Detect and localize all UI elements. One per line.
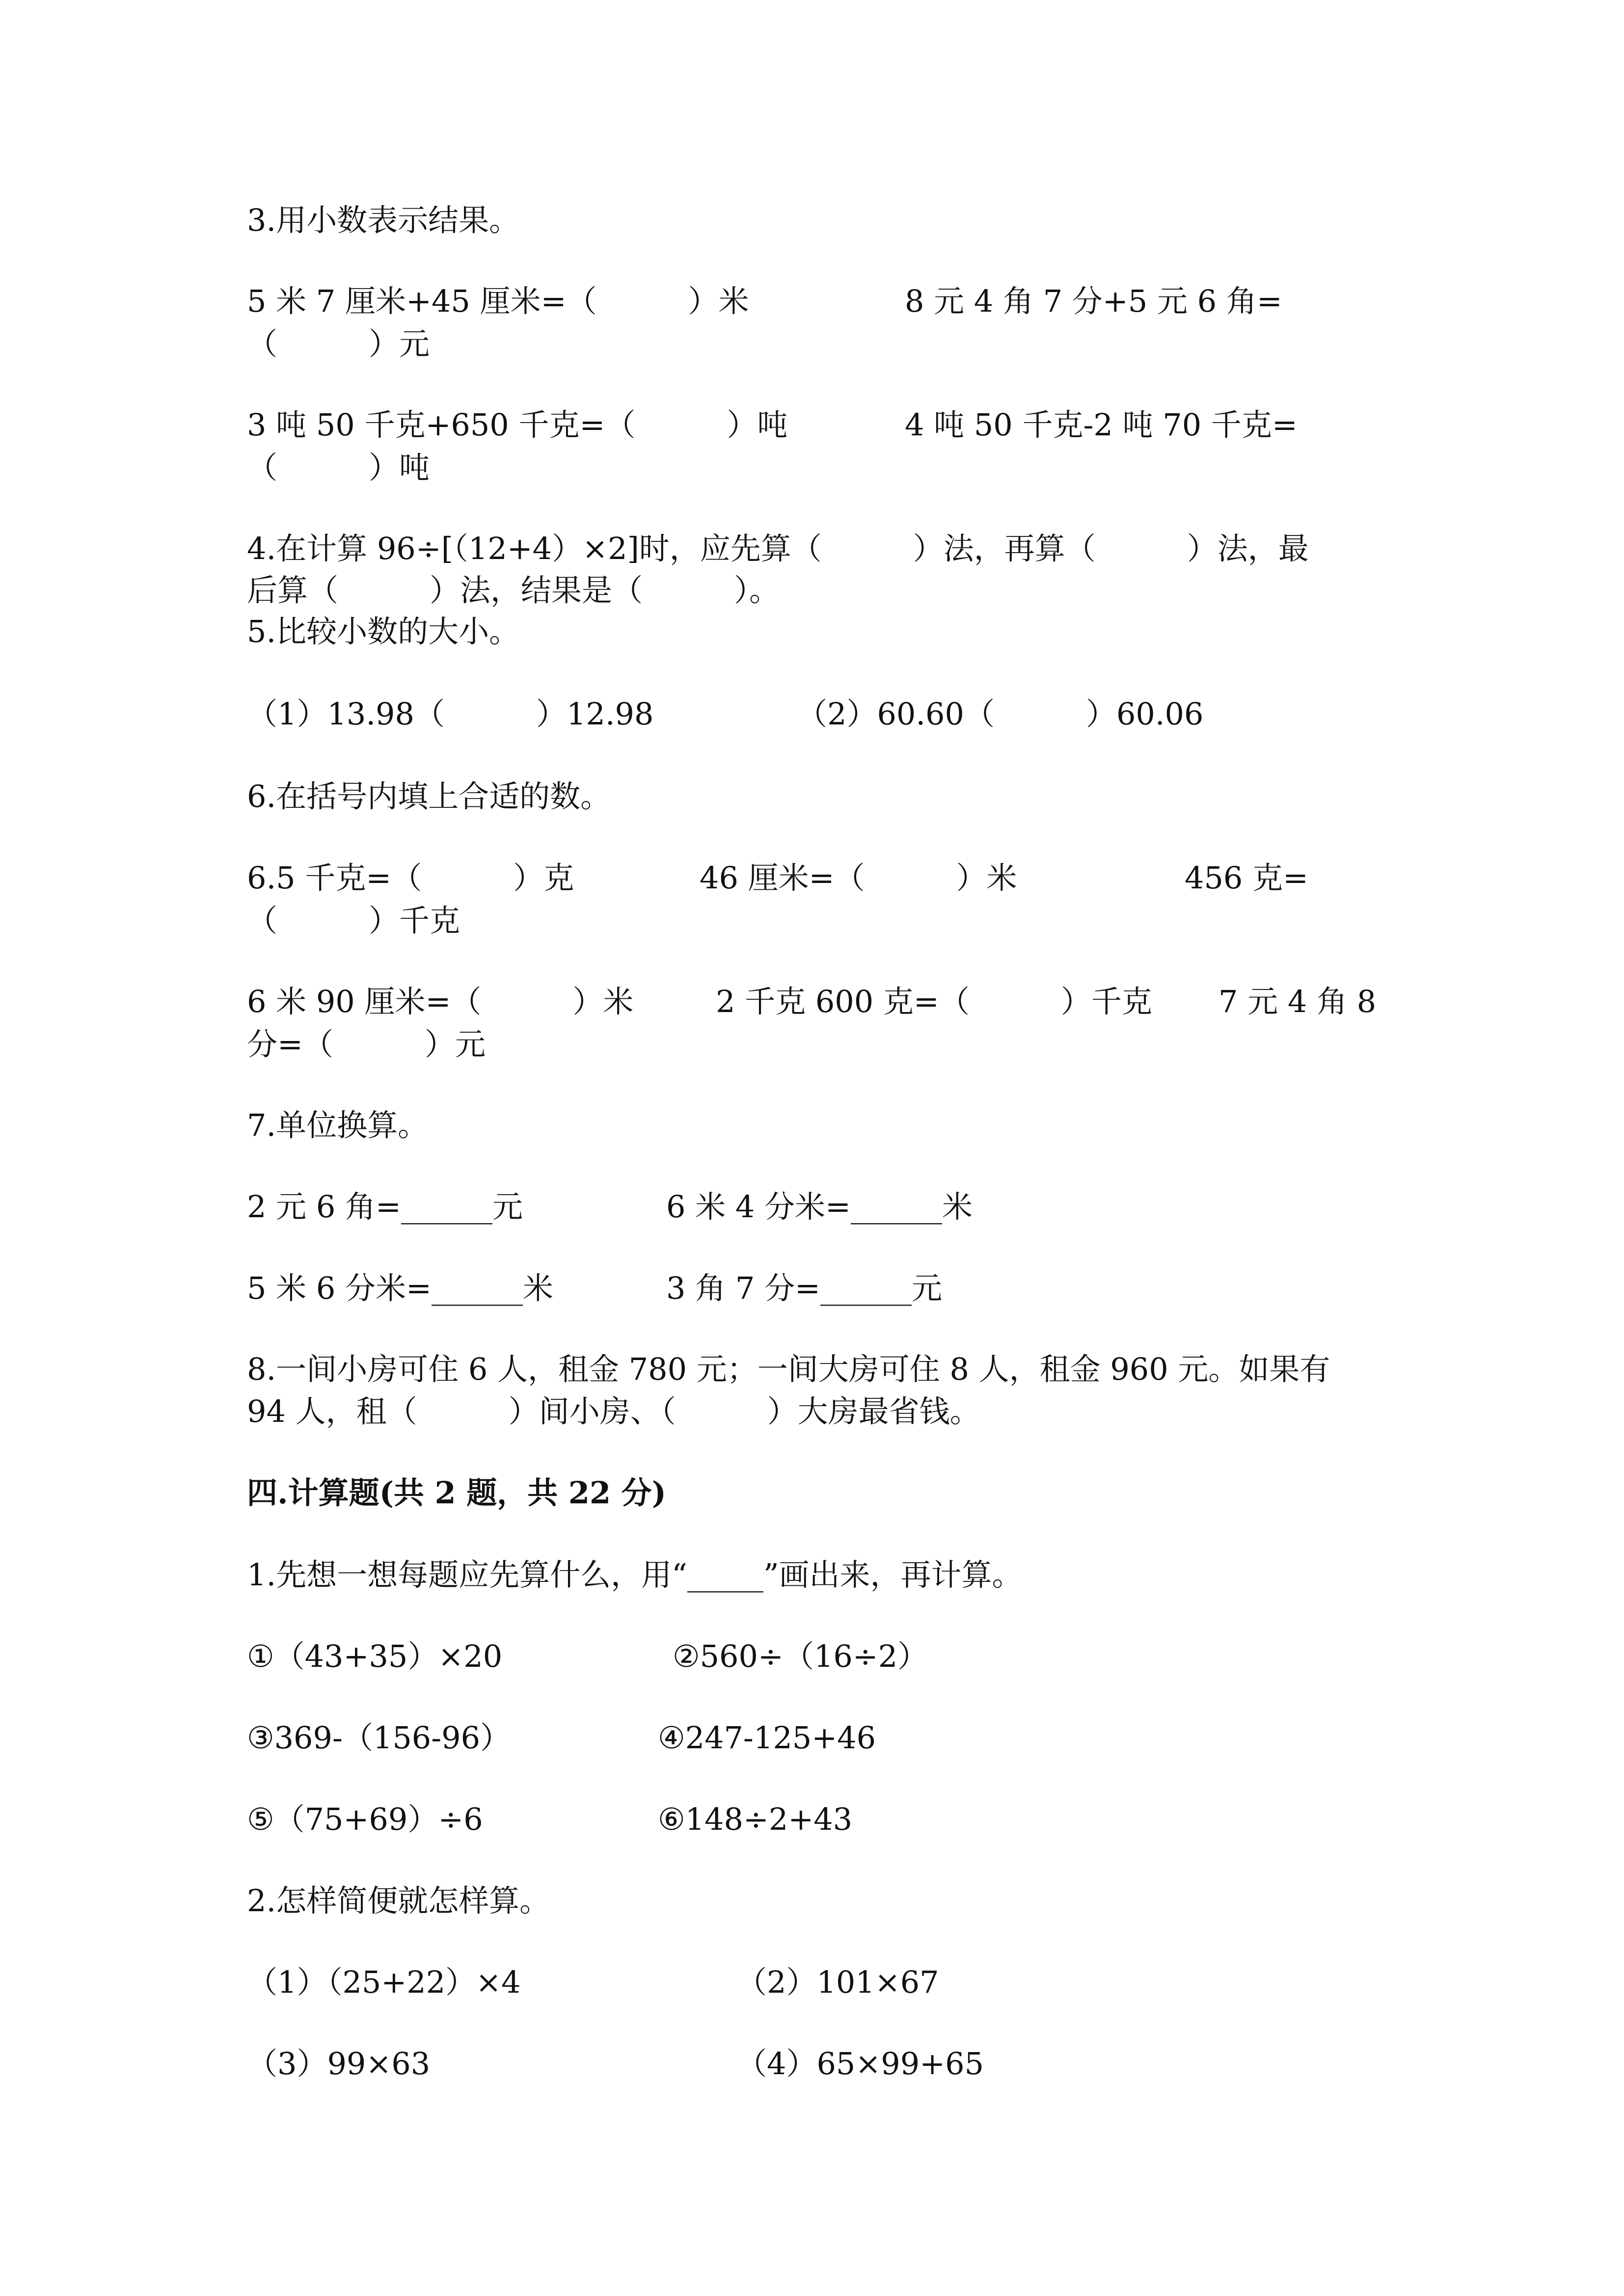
- calc2-item-1: （1）（25+22）×4: [247, 1964, 521, 2000]
- q6-item-1: 6.5 千克=（ ）克: [247, 860, 574, 896]
- q8-line-2: 94 人，租（ ）间小房、（ ）大房最省钱。: [247, 1393, 980, 1429]
- q4-line-2: 后算（ ）法，结果是（ ）。: [247, 572, 780, 608]
- q3-title: 3.用小数表示结果。: [247, 202, 520, 238]
- q6-title: 6.在括号内填上合适的数。: [247, 778, 611, 814]
- calc1-item-4: ④247-125+46: [658, 1720, 876, 1756]
- q3-item-3: 3 吨 50 千克+650 千克=（ ）吨: [247, 407, 788, 443]
- q6-item-3: 456 克=: [1185, 860, 1308, 896]
- q3-item-4: 4 吨 50 千克-2 吨 70 千克=: [905, 407, 1298, 443]
- q3-item-2: 8 元 4 角 7 分+5 元 6 角=: [905, 283, 1282, 319]
- q4-line-1: 4.在计算 96÷[（12+4）×2]时，应先算（ ）法，再算（ ）法，最: [247, 531, 1309, 566]
- q6-item-2: 46 厘米=（ ）米: [700, 860, 1017, 896]
- q7-item-3: 5 米 6 分米=______米: [247, 1270, 553, 1306]
- q3-item-1: 5 米 7 厘米+45 厘米=（ ）米: [247, 283, 749, 319]
- q7-item-4: 3 角 7 分=______元: [666, 1270, 942, 1306]
- calc1-title: 1.先想一想每题应先算什么，用“_____”画出来，再计算。: [247, 1557, 1023, 1593]
- q7-title: 7.单位换算。: [247, 1107, 429, 1143]
- q7-item-2: 6 米 4 分米=______米: [666, 1189, 973, 1225]
- q6-item-6-cont: 分=（ ）元: [247, 1026, 486, 1062]
- section-4-heading: 四.计算题(共 2 题，共 22 分): [247, 1475, 667, 1511]
- q6-item-4: 6 米 90 厘米=（ ）米: [247, 984, 634, 1019]
- calc1-item-6: ⑥148÷2+43: [658, 1801, 853, 1837]
- q6-item-6: 7 元 4 角 8: [1218, 984, 1377, 1019]
- calc1-item-2: ②560÷（16÷2）: [673, 1638, 928, 1674]
- q8-line-1: 8.一间小房可住 6 人，租金 780 元；一间大房可住 8 人，租金 960 元。如果有: [247, 1351, 1330, 1387]
- q5-item-1: （1）13.98（ ）12.98: [247, 696, 654, 732]
- calc2-item-4: （4）65×99+65: [736, 2046, 984, 2082]
- q3-item-2-cont: （ ）元: [247, 326, 430, 362]
- q5-title: 5.比较小数的大小。: [247, 614, 520, 649]
- calc2-item-3: （3）99×63: [247, 2046, 431, 2082]
- q6-item-3-cont: （ ）千克: [247, 903, 460, 938]
- calc1-item-5: ⑤（75+69）÷6: [247, 1801, 483, 1837]
- q5-item-2: （2）60.60（ ）60.06: [797, 696, 1204, 732]
- calc2-item-2: （2）101×67: [736, 1964, 939, 2000]
- calc1-item-3: ③369-（156-96）: [247, 1720, 511, 1756]
- q6-item-5: 2 千克 600 克=（ ）千克: [716, 984, 1152, 1019]
- calc1-item-1: ①（43+35）×20: [247, 1638, 503, 1674]
- calc2-title: 2.怎样简便就怎样算。: [247, 1883, 550, 1919]
- q7-item-1: 2 元 6 角=______元: [247, 1189, 523, 1225]
- q3-item-4-cont: （ ）吨: [247, 450, 430, 485]
